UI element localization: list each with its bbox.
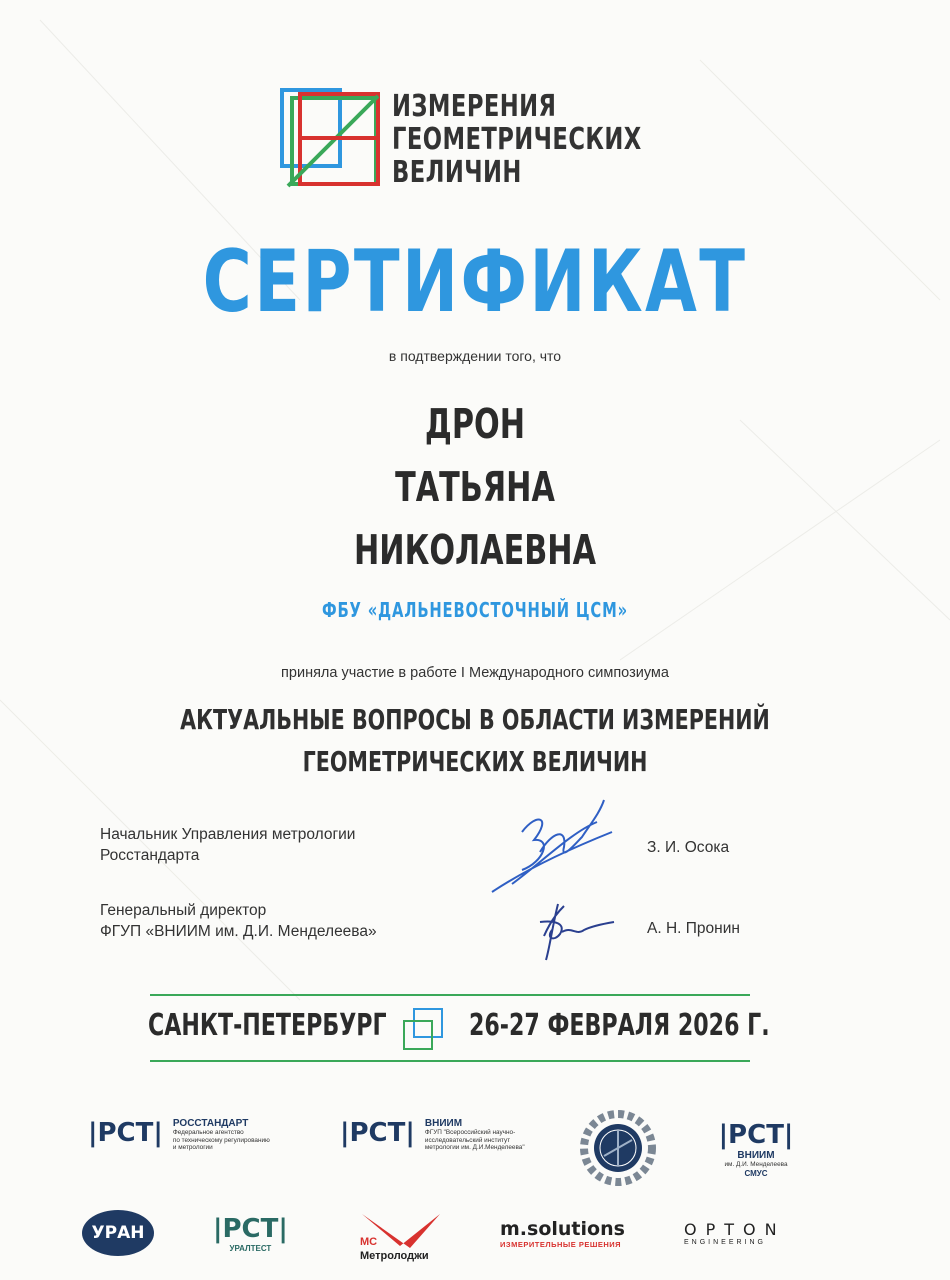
- msolutions-logo: [500, 1218, 625, 1249]
- rosstandart-title: РОССТАНДАРТ: [172, 1118, 249, 1129]
- recipient-surname: ДРОН: [424, 400, 526, 448]
- signatory-role-2: [100, 900, 377, 942]
- logo-line-1: ИЗМЕРЕНИЯ: [392, 89, 557, 124]
- vniim-logo: [340, 1118, 525, 1152]
- divider-top: [150, 994, 750, 996]
- role-line: Росстандарта: [100, 847, 200, 864]
- rst-mark: |РСТ|: [88, 1118, 163, 1148]
- symposium-logo-icon: [278, 86, 382, 190]
- signature-1-icon: [482, 792, 622, 902]
- msolutions-title: m.solutions: [500, 1218, 625, 1240]
- role-line: Генеральный директор: [100, 902, 267, 919]
- recipient-first-name: ТАТЬЯНА: [395, 463, 555, 511]
- caption-line: метрологии им. Д.И.Менделеева": [424, 1144, 525, 1151]
- logo-line-3: ВЕЛИЧИН: [392, 155, 522, 190]
- vniim-smus-caption: им. Д.И. Менделеева: [724, 1161, 788, 1168]
- metrolodzhi-mark: МС: [360, 1236, 378, 1248]
- msolutions-caption: ИЗМЕРИТЕЛЬНЫЕ РЕШЕНИЯ: [500, 1240, 622, 1249]
- symposium-logo-title: [392, 90, 644, 189]
- caption-line: по техническому регулированию: [172, 1136, 270, 1144]
- event-dates: 26-27 ФЕВРАЛЯ 2026 Г.: [469, 1008, 770, 1043]
- signatory-name-2: А. Н. Пронин: [647, 920, 740, 937]
- signatory-role-1: [100, 824, 355, 866]
- recipient-patronymic: НИКОЛАЕВНА: [353, 526, 597, 574]
- role-line: ФГУП «ВНИИМ им. Д.И. Менделеева»: [100, 923, 377, 940]
- certificate-title: СЕРТИФИКАТ: [202, 232, 748, 332]
- signatory-name-1: З. И. Осока: [647, 839, 730, 856]
- participation-text: приняла участие в работе I Международного симпозиума: [281, 665, 669, 681]
- divider-bottom: [150, 1060, 750, 1062]
- caption-line: ФГУП "Всероссийский научно-: [424, 1129, 516, 1136]
- gear-seal-icon: [578, 1108, 658, 1188]
- opton-logo: [684, 1220, 786, 1246]
- rosstandart-logo: [88, 1118, 270, 1152]
- rosstandart-caption: [173, 1129, 270, 1152]
- rst-mark: |РСТ|: [340, 1118, 415, 1148]
- opton-caption: ENGINEERING: [684, 1239, 767, 1246]
- uraltest-caption: УРАЛТЕСТ: [229, 1244, 272, 1253]
- rst-mark: |РСТ|: [718, 1120, 794, 1150]
- role-line: Начальник Управления метрологии: [100, 826, 356, 843]
- uran-logo: УРАН: [82, 1210, 154, 1256]
- vniim-smus-sub: СМУС: [744, 1168, 768, 1178]
- signature-2-icon: [532, 898, 622, 964]
- metrolodzhi-caption: Метролоджи: [360, 1250, 429, 1262]
- opton-title: OPTON: [684, 1220, 786, 1239]
- uraltest-logo: [213, 1214, 288, 1253]
- caption-line: и метрологии: [172, 1144, 213, 1151]
- recipient-organization: ФБУ «ДАЛЬНЕВОСТОЧНЫЙ ЦСМ»: [322, 598, 628, 622]
- vniim-smus-title: ВНИИМ: [737, 1150, 775, 1161]
- overlapping-squares-icon: [402, 1007, 446, 1051]
- vniim-title: ВНИИМ: [424, 1118, 463, 1129]
- event-city: САНКТ-ПЕТЕРБУРГ: [148, 1008, 387, 1043]
- metrolodzhi-logo: [360, 1210, 442, 1266]
- symposium-title-line-2: ГЕОМЕТРИЧЕСКИХ ВЕЛИЧИН: [302, 745, 648, 778]
- logo-line-2: ГЕОМЕТРИЧЕСКИХ: [392, 122, 642, 157]
- vniim-caption: [425, 1129, 525, 1152]
- vniim-smus-logo: [716, 1120, 796, 1178]
- confirmation-text: в подтверждении того, что: [388, 348, 562, 364]
- caption-line: Федеральное агентство: [172, 1129, 244, 1136]
- caption-line: исследовательский институт: [424, 1136, 511, 1144]
- rst-mark: |РСТ|: [213, 1214, 288, 1244]
- symposium-title-line-1: АКТУАЛЬНЫЕ ВОПРОСЫ В ОБЛАСТИ ИЗМЕРЕНИЙ: [180, 703, 770, 736]
